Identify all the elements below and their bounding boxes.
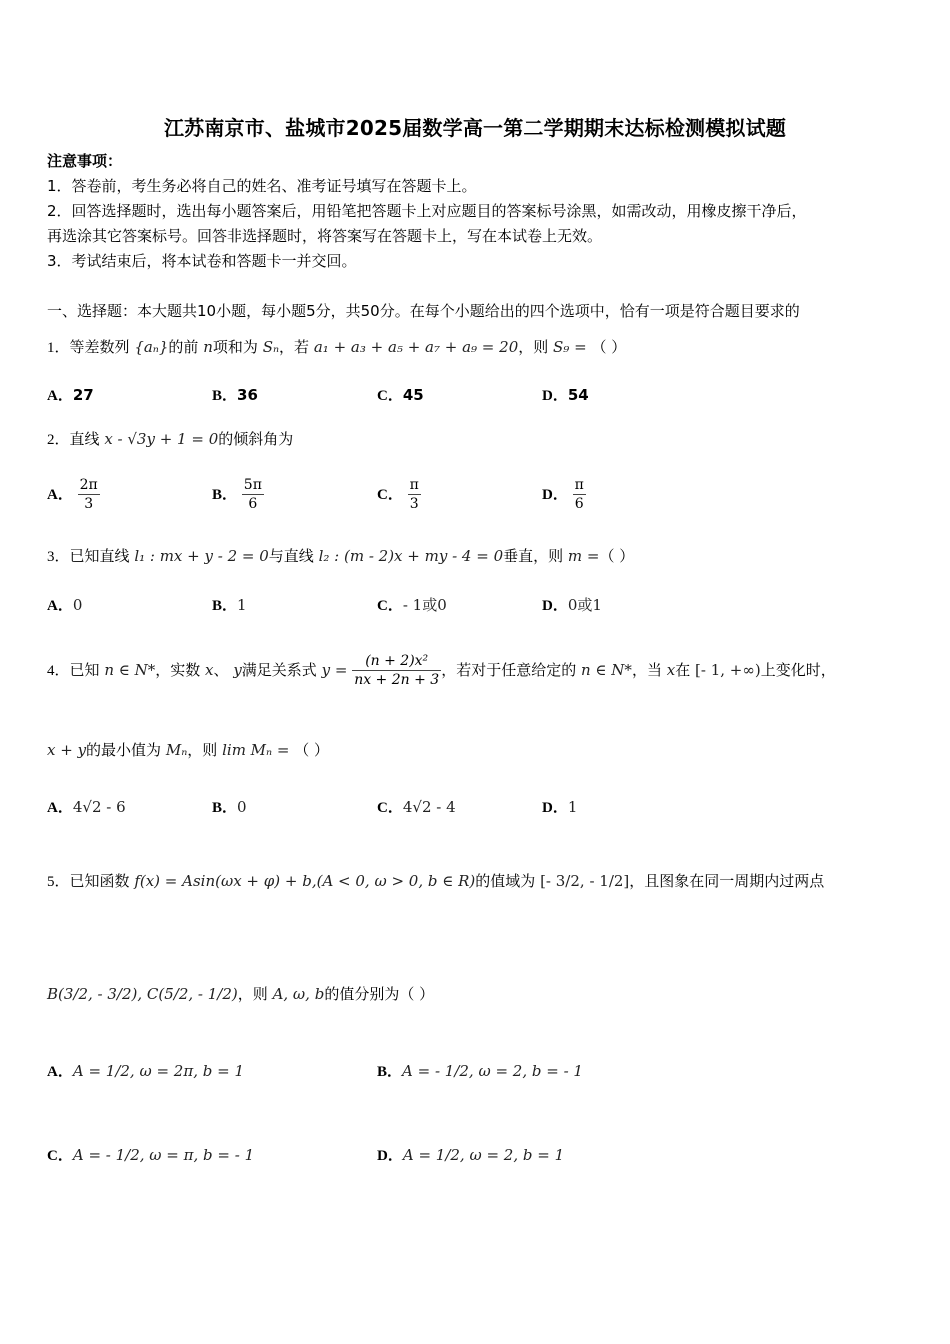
q4-option-a [47, 796, 126, 817]
option-value: A = - 1/2, ω = π, b = - 1 [72, 1146, 255, 1164]
option-label: B． [212, 598, 238, 614]
option-label: C． [377, 388, 403, 404]
denominator: 6 [574, 496, 584, 512]
math-expression: n ∈ N* [581, 661, 632, 679]
option-label: D． [542, 487, 568, 503]
option-value: A = 1/2, ω = 2, b = 1 [402, 1146, 565, 1164]
q1-option-d [542, 384, 589, 405]
fraction [352, 652, 441, 689]
question-text: 上变化时， [760, 661, 836, 679]
math-expression: x [666, 661, 676, 679]
notice-heading: 注意事项： [47, 152, 123, 170]
question-text: 的前 [168, 338, 199, 356]
option-value: 0或1 [567, 596, 602, 614]
question-text: 的值域为 [475, 872, 536, 890]
question-text: 的值分别为（ ） [324, 985, 435, 1003]
question-text: 等差数列 [69, 338, 130, 356]
q3-option-b [212, 594, 247, 615]
option-label: D． [377, 1148, 403, 1164]
section-heading: 一、选择题：本大题共10小题，每小题5分，共50分。在每个小题给出的四个选项中，恰有一项是符合题目要求的 [47, 302, 800, 320]
math-expression: x - √3y + 1 = 0 [104, 430, 219, 448]
option-value: 4√2 - 6 [72, 798, 126, 816]
numerator: π [574, 477, 584, 493]
math-expression: x + y [47, 741, 87, 759]
numerator: 5π [243, 477, 262, 493]
option-label: A． [47, 800, 73, 816]
option-label: A． [47, 598, 73, 614]
option-value: 0 [237, 798, 247, 816]
question-text: 与直线 [268, 547, 314, 565]
option-value: 1 [567, 798, 578, 816]
q1-option-b [212, 384, 258, 405]
math-expression: x [205, 661, 214, 679]
option-value: A = - 1/2, ω = 2, b = - 1 [402, 1062, 583, 1080]
option-label: C． [377, 800, 403, 816]
question-text: ，则 [187, 741, 218, 759]
option-label: B． [377, 1064, 403, 1080]
math-expression: {aₙ} [134, 338, 169, 356]
question-text: ，当 [631, 661, 662, 679]
option-label: B． [212, 800, 238, 816]
question-text: ，则 [518, 338, 549, 356]
page-title: 江苏南京市、盐城市2025届数学高一第二学期期末达标检测模拟试题 [163, 116, 787, 140]
denominator: nx + 2n + 3 [354, 672, 440, 688]
q3-option-a [47, 594, 82, 615]
math-expression: B(3/2, - 3/2), C(5/2, - 1/2) [47, 985, 238, 1003]
q1-option-c [377, 384, 424, 405]
numerator: (n + 2)x² [352, 652, 441, 671]
math-expression: A, ω, b [272, 985, 325, 1003]
q5-option-c [47, 1144, 254, 1165]
q5-option-d [377, 1144, 564, 1165]
question-number: 3． [47, 549, 70, 565]
math-expression: l₂ : (m - 2)x + my - 4 = 0 [318, 547, 504, 565]
question-text: 已知函数 [69, 872, 130, 890]
notice-item-2: 2．回答选择题时，选出每小题答案后，用铅笔把答题卡上对应题目的答案标号涂黑，如需改动，用橡皮擦干净后， [47, 202, 807, 220]
q2-option-d [542, 476, 586, 513]
fraction [408, 476, 421, 513]
math-expression: a₁ + a₃ + a₅ + a₇ + a₉ = 20 [313, 338, 519, 356]
option-value: 27 [72, 386, 94, 404]
question-text: ，实数 [155, 661, 201, 679]
math-expression: Sₙ [262, 338, 280, 356]
option-label: C． [47, 1148, 73, 1164]
option-value: 54 [567, 386, 589, 404]
question-number: 5． [47, 874, 70, 890]
answer-blank: （ ） [591, 338, 627, 356]
option-value: 4√2 - 4 [402, 798, 456, 816]
option-label: C． [377, 487, 403, 503]
option-label: A． [47, 1064, 73, 1080]
option-label: A． [47, 388, 73, 404]
option-label: D． [542, 598, 568, 614]
question-text: 、 [213, 661, 229, 679]
math-expression: f(x) = Asin(ωx + φ) + b,(A < 0, ω > 0, b ∈ R) [134, 872, 476, 890]
fraction [78, 476, 100, 513]
math-expression: n ∈ N* [104, 661, 156, 679]
question-text: 项和为 [212, 338, 258, 356]
notice-item-1: 1．答卷前，考生务必将自己的姓名、准考证号填写在答题卡上。 [47, 177, 477, 195]
question-text: ，且图象在同一周期内过两点 [629, 872, 825, 890]
question-number: 4． [47, 663, 70, 679]
q5-option-b [377, 1060, 583, 1081]
fraction [573, 476, 586, 513]
denominator: 3 [84, 496, 94, 512]
question-text: 垂直，则 [503, 547, 564, 565]
question-text: 已知 [69, 661, 100, 679]
option-value: - 1或0 [402, 596, 447, 614]
option-value: 1 [237, 596, 247, 614]
question-text: 在 [675, 661, 691, 679]
question-number: 2． [47, 432, 70, 448]
q4-option-b [212, 796, 247, 817]
question-3 [47, 545, 634, 568]
question-5-cont [47, 983, 434, 1005]
question-5 [47, 870, 824, 893]
question-text: 直线 [69, 430, 100, 448]
math-expression: m = [567, 547, 600, 565]
numerator: π [409, 477, 419, 493]
question-text: 满足关系式 [241, 661, 317, 679]
answer-blank: （ ） [294, 741, 330, 759]
math-expression: y = [321, 661, 348, 679]
q2-option-b [212, 476, 264, 513]
question-4 [47, 652, 836, 689]
numerator: 2π [79, 477, 98, 493]
question-1 [47, 336, 626, 359]
option-label: D． [542, 388, 568, 404]
option-value: 0 [72, 596, 83, 614]
question-text: ，则 [237, 985, 268, 1003]
q3-option-c [377, 594, 447, 615]
math-expression: l₁ : mx + y - 2 = 0 [134, 547, 269, 565]
option-label: B． [212, 487, 238, 503]
question-text: 的倾斜角为 [218, 430, 294, 448]
question-text: ，若 [279, 338, 310, 356]
math-expression: lim Mₙ = [222, 741, 290, 759]
q4-option-c [377, 796, 456, 817]
math-expression: y [233, 661, 242, 679]
option-label: A． [47, 487, 73, 503]
denominator: 6 [248, 496, 258, 512]
question-4-cont [47, 739, 329, 761]
question-number: 1． [47, 340, 70, 356]
option-value: 45 [402, 386, 424, 404]
question-text: ，若对于任意给定的 [441, 661, 577, 679]
option-label: C． [377, 598, 403, 614]
math-expression: S₉ = [553, 338, 587, 356]
option-label: D． [542, 800, 568, 816]
fraction [242, 476, 264, 513]
math-expression: [- 3/2, - 1/2] [540, 872, 630, 890]
math-expression: Mₙ [165, 741, 188, 759]
question-text: 已知直线 [69, 547, 130, 565]
option-value: A = 1/2, ω = 2π, b = 1 [72, 1062, 244, 1080]
question-text: 的最小值为 [86, 741, 162, 759]
math-expression: n [203, 338, 213, 356]
question-2 [47, 428, 293, 451]
q2-option-a [47, 476, 100, 513]
option-value: 36 [237, 386, 258, 404]
denominator: 3 [409, 496, 419, 512]
notice-item-3: 3．考试结束后，将本试卷和答题卡一并交回。 [47, 252, 357, 270]
q4-option-d [542, 796, 577, 817]
q3-option-d [542, 594, 602, 615]
q1-option-a [47, 384, 94, 405]
q2-option-c [377, 476, 421, 513]
math-expression: [- 1, +∞) [695, 661, 761, 679]
q5-option-a [47, 1060, 244, 1081]
option-label: B． [212, 388, 238, 404]
notice-item-2-cont: 再选涂其它答案标号。回答非选择题时，将答案写在答题卡上，写在本试卷上无效。 [47, 227, 603, 245]
answer-blank: （ ） [599, 547, 635, 565]
